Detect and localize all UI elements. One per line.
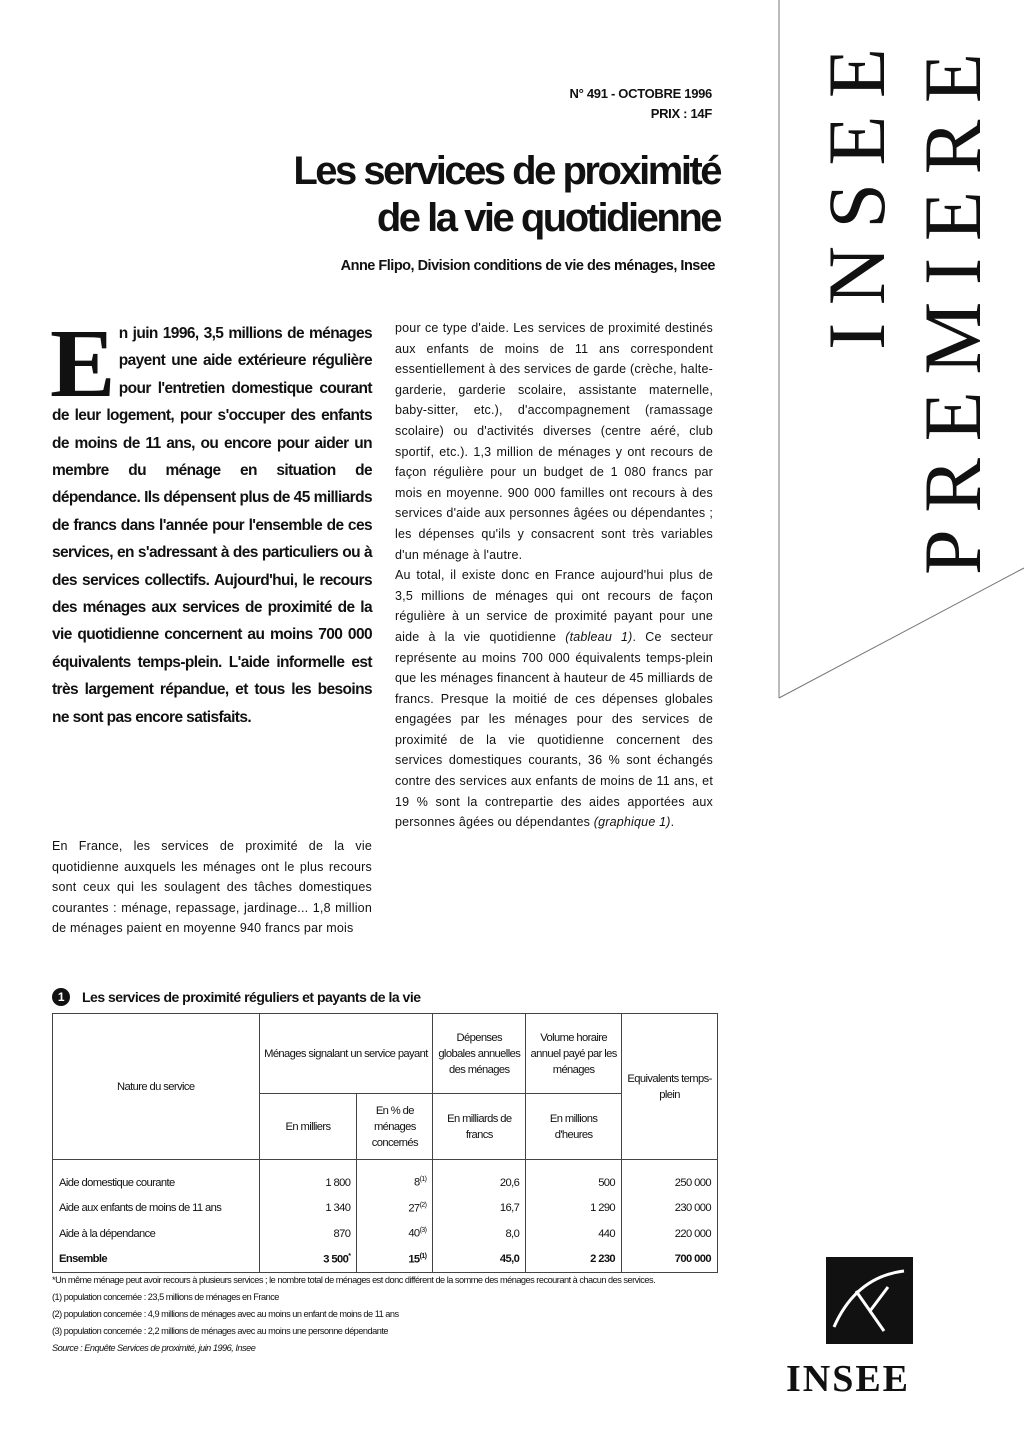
cell-heures: 440 (526, 1221, 622, 1247)
row-label: Ensemble (53, 1247, 260, 1273)
cell-pct: 15$^{(1)}$ (357, 1247, 433, 1273)
cell-heures: 2 230 (526, 1247, 622, 1273)
body-text-segment: . (670, 815, 675, 830)
note-item: (1) population concernée : 23,5 millions de ménages en France (52, 1292, 279, 1302)
table-number-badge: 1 (52, 988, 70, 1006)
cell-heures: 500 (526, 1170, 622, 1196)
cell-depenses: 16,7 (433, 1196, 526, 1222)
cell-equivalents: 220 000 (622, 1221, 718, 1247)
issue-number: N° 491 - OCTOBRE 1996 (569, 86, 712, 101)
header-menages: Ménages signalant un service payant (259, 1014, 433, 1094)
cell-equivalents: 700 000 (622, 1247, 718, 1273)
table-row (53, 1221, 718, 1247)
insee-logo-icon (826, 1257, 913, 1344)
issue-info (420, 84, 712, 124)
header-nature: Nature du service (53, 1014, 260, 1160)
table-notes (52, 1272, 722, 1357)
header-equivalents: Equivalents temps-plein (622, 1014, 718, 1160)
note-item: (3) population concernée : 2,2 millions de ménages avec au moins une personne dépendante (52, 1326, 389, 1336)
cell-pct: 8$^{(1)}$ (357, 1170, 433, 1196)
row-label: Aide aux enfants de moins de 11 ans (53, 1196, 260, 1222)
header-millions-heures: En millions d'heures (526, 1094, 622, 1160)
cell-milliers: 1 800 (259, 1170, 357, 1196)
cell-milliers: 1 340 (259, 1196, 357, 1222)
issue-price: PRIX : 14F (650, 106, 712, 121)
body-text-segment: . Ce secteur représente au moins 700 000 équivalents temps-plein que les ménages financent à hauteur de 45 milliards de francs. Presque la moitié de ces dépenses globales engagées par les ménages pour des services de proximité de la vie quotidienne concernent des services domestiques courants, 36 % sont échangés contre des services aux enfants de moins de 11 ans, et 19 % sont la contrepartie des aides apportées aux personnes âgées ou dépendantes (395, 629, 714, 830)
body-text-left: En France, les services de proximité de la vie quotidienne auxquels les ménages ont le plus recours sont ceux qui les soulagent des tâches domestiques courantes : ménage, repassage, jardinage... 1,8 million de ménages paient en moyenne 940 francs par mois (52, 839, 372, 936)
cell-pct: 40$^{(3)}$ (357, 1221, 433, 1247)
cell-heures: 1 290 (526, 1196, 622, 1222)
body-paragraph-2 (395, 565, 713, 833)
body-paragraph-1: pour ce type d'aide. Les services de proximité destinés aux enfants de moins de 11 ans correspondent essentiellement à des services de garde (crèche, halte-garderie, garderie scolaire, assistante maternelle, baby-sitter, etc.), d'accompagnement (ramassage scolaire) ou d'activités diverses (centre aéré, club sportif, etc.). 1,3 million de ménages y ont recours de façon régulière pour un budget de 1 080 francs par mois en moyenne. 900 000 familles ont recours à des services d'aide aux personnes âgées ou dépendantes ; les dépenses qu'ils y consacrent sont très variables d'un ménage à l'autre. (395, 321, 713, 562)
insee-logo-text: INSEE (785, 1358, 911, 1400)
header-milliards: En milliards de francs (433, 1094, 526, 1160)
brand-word-insee: INSEE (811, 50, 902, 350)
table-row (53, 1196, 718, 1222)
table-title-text: Les services de proximité réguliers et payants de la vie (82, 989, 421, 1005)
cell-equivalents: 230 000 (622, 1196, 718, 1222)
note-item: (2) population concernée : 4,9 millions de ménages avec au moins un enfant de moins de 11 ans (52, 1309, 399, 1319)
table-reference: (tableau 1) (565, 629, 633, 644)
lead-paragraph (50, 310, 372, 731)
cell-depenses: 45,0 (433, 1247, 526, 1273)
insee-premiere-wordmark (792, 30, 1022, 630)
cell-milliers: 3 500* (259, 1247, 357, 1273)
header-depenses: Dépenses globales annuelles des ménages (433, 1014, 526, 1094)
header-milliers: En milliers (259, 1094, 357, 1160)
table-title (52, 988, 722, 1006)
body-text-right (395, 318, 713, 833)
lead-text: n juin 1996, 3,5 millions de ménages payent une aide extérieure régulière pour l'entretien domestique courant de leur logement, pour s'occuper des enfants de moins de 11 ans, ou encore pour aider un membre du ménage en situation de dépendance. Ils dépensent plus de 45 milliards de francs dans l'année pour l'ensemble de ces services, en s'adressant à des particuliers ou à des services collectifs. Aujourd'hui, le recours des ménages aux services de proximité de la vie quotidienne concernent au moins 700 000 équivalents temps-plein. L'aide informelle est très largement répandue, et tous les besoins ne sont pas encore satisfaits. (52, 325, 372, 726)
brand-word-premiere: PREMIERE (907, 55, 998, 575)
title-line-1: Les services de proximité (293, 149, 720, 193)
table-row-total (53, 1247, 718, 1273)
cell-equivalents: 250 000 (622, 1170, 718, 1196)
services-table (52, 1013, 718, 1273)
header-pct: En % de ménages concernés (357, 1094, 433, 1160)
title-line-2: de la vie quotidienne (376, 196, 720, 240)
row-label: Aide à la dépendance (53, 1221, 260, 1247)
page-title (150, 148, 720, 242)
cell-milliers: 870 (259, 1221, 357, 1247)
header-volume: Volume horaire annuel payé par les ménages (526, 1014, 622, 1094)
cell-depenses: 8,0 (433, 1221, 526, 1247)
cell-pct: 27$^{(2)}$ (357, 1196, 433, 1222)
row-label: Aide domestique courante (53, 1170, 260, 1196)
drop-cap: E (50, 310, 115, 418)
cell-depenses: 20,6 (433, 1170, 526, 1196)
body-text-segment: Au total, il existe donc en France aujourd'hui plus de 3,5 millions de ménages qui ont recours de façon régulière à un service de proximité payant pour une aide à la vie quotidienne (395, 568, 713, 644)
table-source: Source : Enquête Services de proximité, juin 1996, Insee (52, 1343, 256, 1353)
table-row (53, 1170, 718, 1196)
note-item: *Un même ménage peut avoir recours à plusieurs services ; le nombre total de ménages est donc différent de la somme des ménages recourant à chacun des services. (52, 1275, 656, 1285)
author-line: Anne Flipo, Division conditions de vie des ménages, Insee (340, 258, 715, 274)
chart-reference: (graphique 1) (593, 815, 671, 830)
